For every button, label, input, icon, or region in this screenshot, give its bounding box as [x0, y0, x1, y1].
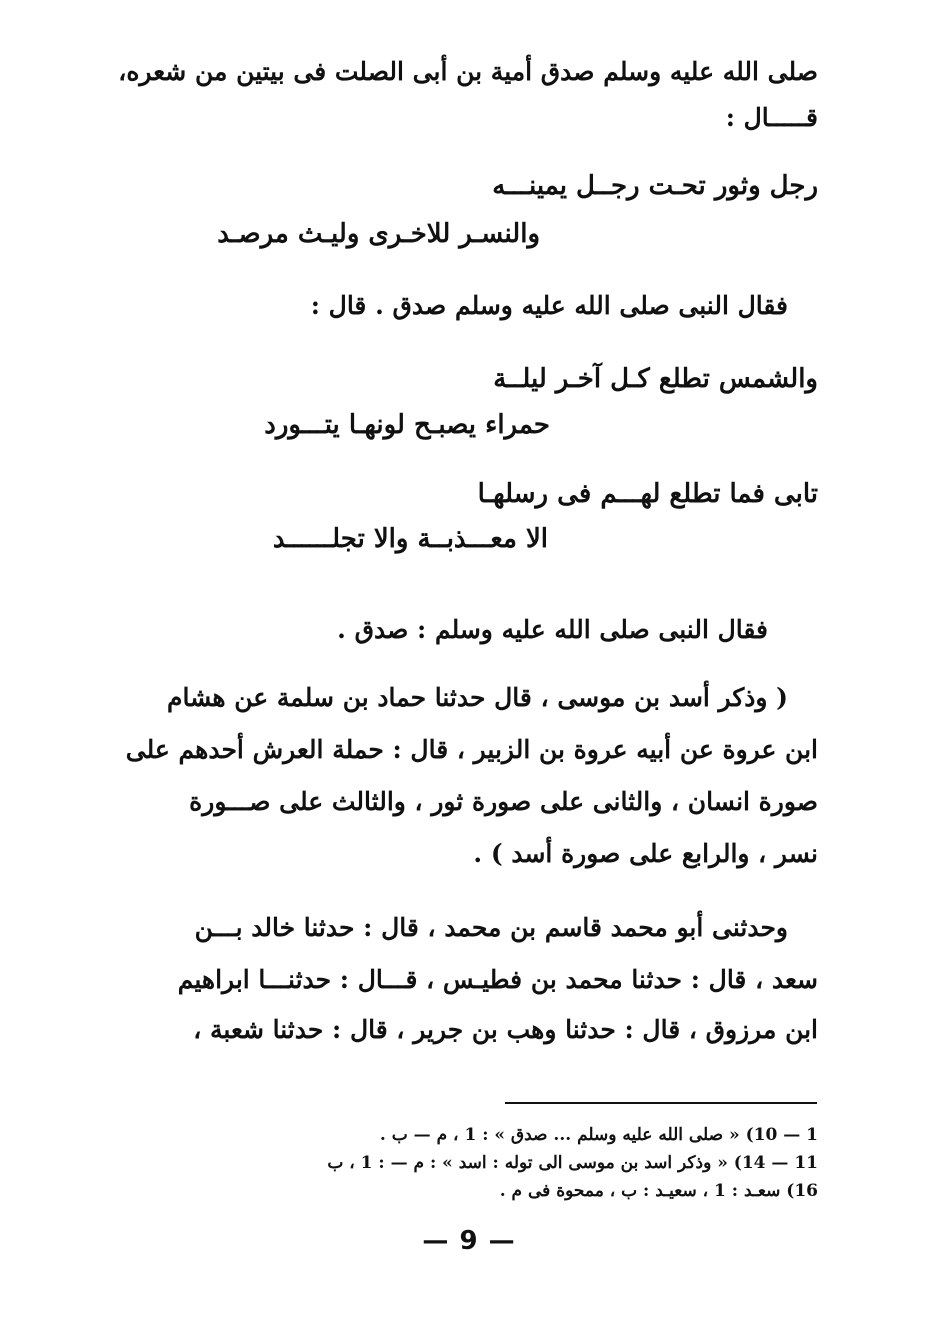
verse-line: والنسـر للاخـرى وليـث مرصـد [217, 219, 540, 249]
text-line: صورة انسان ، والثانى على صورة ثور ، والثالث على صـــورة [189, 787, 818, 816]
text-line: سعد ، قال : حدثنا محمد بن فطيـس ، قـــال : حدثنـــا ابراهيم [177, 965, 818, 994]
footnote: 1 — 10) « صلى الله عليه وسلم ... صدق » : 1 ، م — ب . [379, 1125, 818, 1145]
verse-line: والشمس تطلع كـل آخـر ليلــة [493, 364, 818, 394]
text-line: ( وذكر أسد بن موسى ، قال حدثنا حماد بن سلمة عن هشام [166, 683, 788, 712]
text-line: قـــــال : [725, 103, 818, 132]
footnote-divider [505, 1102, 817, 1104]
text-line: ابن عروة عن أبيه عروة بن الزبير ، قال : حملة العرش أحدهم على [125, 735, 818, 764]
text-line: وحدثنى أبو محمد قاسم بن محمد ، قال : حدثنا خالد بـــن [194, 913, 788, 942]
footnote: 16) سعـد : 1 ، سعيـد : ب ، ممحوة فى م . [499, 1181, 818, 1201]
text-line: نسر ، والرابع على صورة أسد ) . [473, 839, 818, 868]
text-line: صلى الله عليه وسلم صدق أمية بن أبى الصلت فى بيتين من شعره، [118, 57, 818, 86]
verse-line: الا معـــذبــة والا تجلــــــد [272, 524, 548, 554]
footnote: 11 — 14) « وذكر اسد بن موسى الى توله : اسد » : م — : 1 ، ب [327, 1153, 818, 1173]
text-line: فقال النبى صلى الله عليه وسلم صدق . قال : [310, 291, 788, 320]
verse-line: رجل وثور تحـت رجــل يمينـــه [492, 171, 818, 201]
verse-line: حمراء يصبـح لونهـا يتـــورد [264, 410, 550, 440]
verse-line: تابى فما تطلع لهـــم فى رسلهـا [477, 479, 818, 509]
page-number: — 9 — [422, 1226, 516, 1256]
text-line: فقال النبى صلى الله عليه وسلم : صدق . [337, 615, 768, 644]
text-line: ابن مرزوق ، قال : حدثنا وهب بن جرير ، قال : حدثنا شعبة ، [193, 1015, 818, 1044]
